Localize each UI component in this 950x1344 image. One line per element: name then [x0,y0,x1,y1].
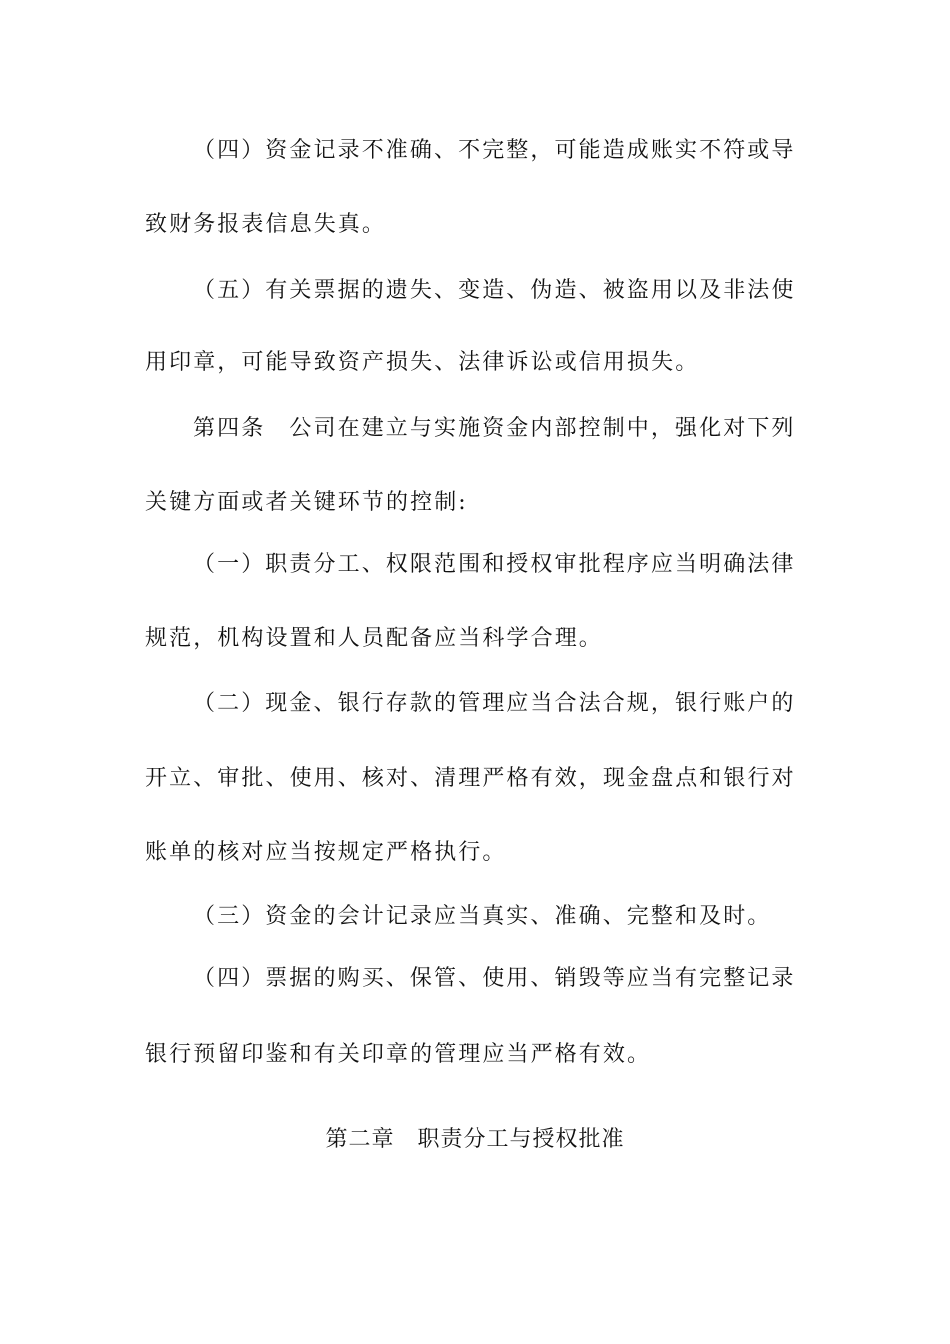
paragraph-line: （三）资金的会计记录应当真实、准确、完整和及时。 [193,904,772,929]
paragraph-line: 致财务报表信息失真。 [145,212,387,237]
paragraph-line: （四）资金记录不准确、不完整，可能造成账实不符或导 [193,138,796,163]
paragraph-line: 账单的核对应当按规定严格执行。 [145,840,507,865]
article-line: 关键方面或者关键环节的控制: [145,490,468,515]
paragraph-line: （四）票据的购买、保管、使用、销毁等应当有完整记录 [193,966,796,991]
paragraph-line: 用印章，可能导致资产损失、法律诉讼或信用损失。 [145,350,700,375]
paragraph-line: （一）职责分工、权限范围和授权审批程序应当明确法律 [193,552,796,577]
paragraph-line: 规范，机构设置和人员配备应当科学合理。 [145,626,603,651]
paragraph-line: 开立、审批、使用、核对、清理严格有效，现金盘点和银行对 [145,766,796,791]
paragraph-line: （五）有关票据的遗失、变造、伪造、被盗用以及非法使 [193,278,796,303]
chapter-heading: 第二章 职责分工与授权批准 [325,1127,625,1152]
paragraph-line: （二）现金、银行存款的管理应当合法合规，银行账户的 [193,691,796,716]
article-line: 第四条 公司在建立与实施资金内部控制中，强化对下列 [193,416,796,441]
paragraph-line: 银行预留印鉴和有关印章的管理应当严格有效。 [145,1042,652,1067]
